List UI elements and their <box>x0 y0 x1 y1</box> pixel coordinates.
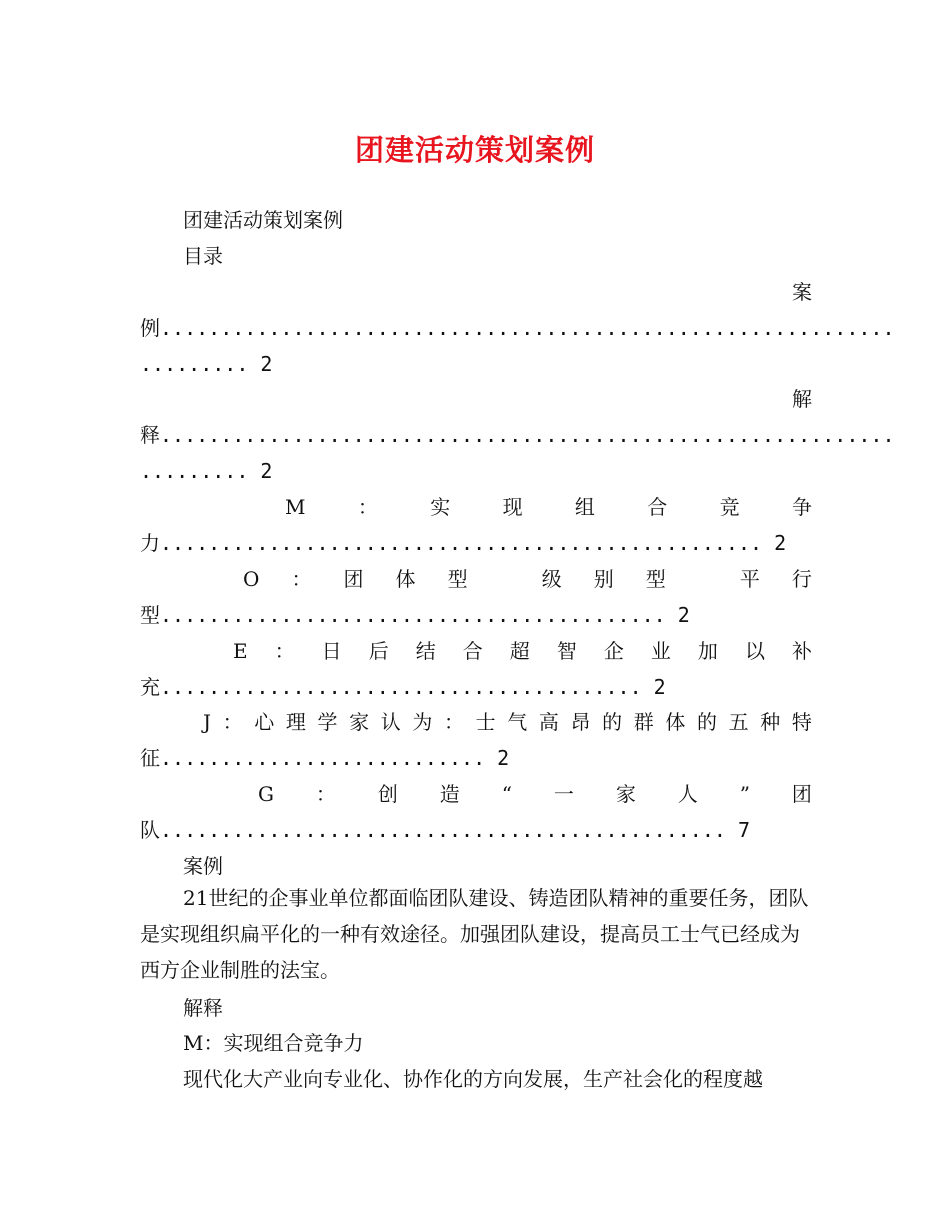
toc-char: ： <box>274 639 295 663</box>
toc-entry-6-head <box>203 709 812 735</box>
toc-char: M <box>285 495 306 519</box>
toc-char: 团 <box>343 567 364 591</box>
toc-char: 家 <box>349 710 370 734</box>
toc-char: 型 <box>645 567 666 591</box>
toc-char: 为 <box>412 710 433 734</box>
toc-char: 种 <box>760 710 781 734</box>
toc-char: 智 <box>556 639 577 663</box>
toc-char: ： <box>444 710 465 734</box>
case-paragraph <box>140 880 812 988</box>
toc-char: 竞 <box>719 495 740 519</box>
section-explain-heading: 解释 <box>183 996 223 1020</box>
toc-char: 行 <box>791 567 812 591</box>
toc-char: 学 <box>317 710 338 734</box>
toc-char: 加 <box>697 639 718 663</box>
toc-char: 组 <box>574 495 595 519</box>
toc-entry-2-cont: ......... 2 <box>140 459 273 483</box>
toc-char: 补 <box>791 639 812 663</box>
toc-char: 昂 <box>570 710 591 734</box>
toc-char: 体 <box>665 710 686 734</box>
toc-char: 心 <box>254 710 275 734</box>
toc-char: 家 <box>615 782 636 806</box>
toc-char: ： <box>357 495 378 519</box>
toc-entry-7-head <box>258 781 812 807</box>
toc-char: 级 <box>541 567 562 591</box>
toc-char: 高 <box>538 710 559 734</box>
toc-char: 结 <box>415 639 436 663</box>
toc-char: ： <box>315 782 336 806</box>
toc-char: 别 <box>593 567 614 591</box>
toc-entry-3-line: 力.................................................. 2 <box>140 531 787 555</box>
toc-char: ” <box>739 782 750 806</box>
toc-char: 企 <box>603 639 624 663</box>
toc-char: 团 <box>791 782 812 806</box>
toc-char: ： <box>291 567 312 591</box>
toc-entry-1-line: 例............................................................. <box>140 316 895 340</box>
toc-entry-3-head <box>285 494 812 520</box>
toc-char: 理 <box>285 710 306 734</box>
toc-char: G <box>258 782 274 806</box>
toc-char: 的 <box>602 710 623 734</box>
case-paragraph-text: 21世纪的企事业单位都面临团队建设、铸造团队精神的重要任务，团队是实现组织扁平化的一种有效途径。加强团队建设，提高员工士气已经成为西方企业制胜的法宝。 <box>140 886 809 982</box>
toc-char: 气 <box>507 710 528 734</box>
toc-char: 现 <box>502 495 523 519</box>
toc-entry-2-head: 解 <box>792 387 812 411</box>
toc-char: 业 <box>650 639 671 663</box>
toc-char: 合 <box>462 639 483 663</box>
toc-entry-1-head: 案 <box>792 280 812 304</box>
toc-char: 实 <box>430 495 451 519</box>
toc-char: 平 <box>739 567 760 591</box>
toc-char: 人 <box>677 782 698 806</box>
toc-char: 特 <box>791 710 812 734</box>
toc-char: 的 <box>697 710 718 734</box>
toc-char: E <box>233 639 248 663</box>
toc-char: 一 <box>553 782 574 806</box>
toc-entry-6-line: 征........................... 2 <box>140 746 510 770</box>
toc-char: 型 <box>447 567 468 591</box>
toc-char: 造 <box>439 782 460 806</box>
toc-heading: 目录 <box>183 244 223 268</box>
toc-entry-4-line: 型.......................................... 2 <box>140 603 690 627</box>
toc-char: 群 <box>633 710 654 734</box>
subtitle: 团建活动策划案例 <box>183 208 343 232</box>
toc-entry-4-head <box>243 566 812 592</box>
toc-char: “ <box>501 782 512 806</box>
toc-entry-2-line: 释............................................................. <box>140 423 895 447</box>
toc-char: 后 <box>368 639 389 663</box>
section-case-heading: 案例 <box>183 854 223 878</box>
toc-char: 日 <box>321 639 342 663</box>
toc-char: 争 <box>792 495 812 519</box>
toc-entry-1-cont: ......... 2 <box>140 352 273 376</box>
toc-char: 体 <box>395 567 416 591</box>
toc-char: J <box>203 710 212 734</box>
toc-entry-5-line: 充........................................ 2 <box>140 675 666 699</box>
toc-char: 合 <box>647 495 668 519</box>
toc-char: 超 <box>509 639 530 663</box>
toc-entry-7-line: 队............................................... 7 <box>140 818 751 842</box>
toc-char: 认 <box>380 710 401 734</box>
toc-char: O <box>243 567 260 591</box>
subsection-m-heading: M：实现组合竞争力 <box>183 1031 364 1055</box>
toc-char: 创 <box>377 782 398 806</box>
toc-char: 士 <box>475 710 496 734</box>
m-paragraph: 现代化大产业向专业化、协作化的方向发展，生产社会化的程度越 <box>183 1067 763 1091</box>
toc-entry-5-head <box>233 638 812 664</box>
toc-char: 五 <box>728 710 749 734</box>
document-title: 团建活动策划案例 <box>354 133 595 167</box>
toc-char: ： <box>222 710 243 734</box>
toc-char: 以 <box>744 639 765 663</box>
